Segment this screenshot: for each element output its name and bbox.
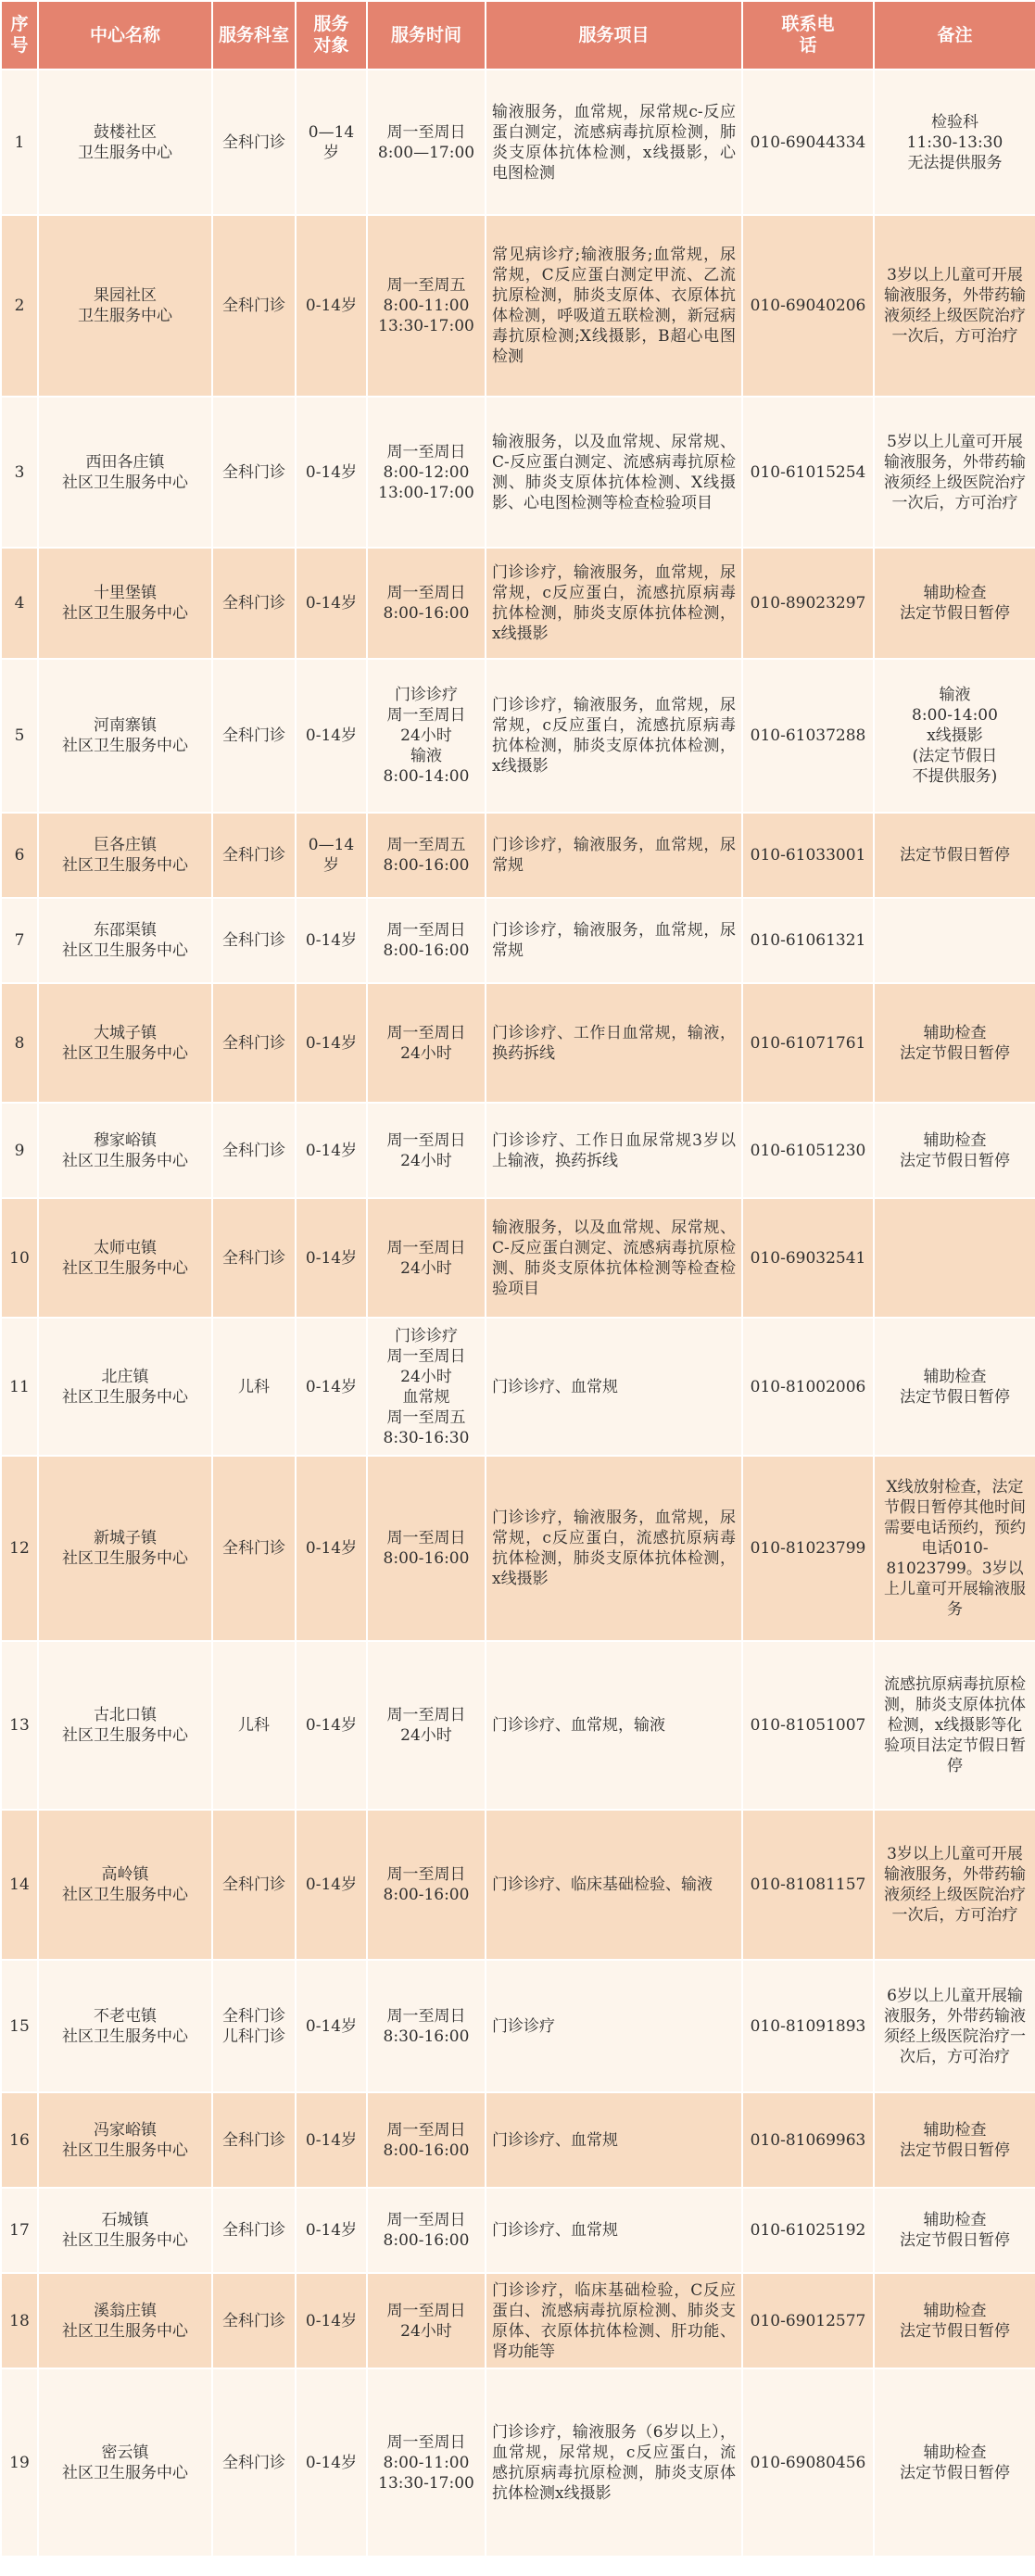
cell-hours: 周一至周日 24小时 bbox=[367, 983, 486, 1103]
table-body bbox=[1, 69, 1035, 2557]
cell-hours: 周一至周日 8:00-11:00 13:30-17:00 bbox=[367, 2368, 486, 2557]
cell-center-name: 东邵渠镇 社区卫生服务中心 bbox=[38, 898, 212, 983]
cell-service-items: 门诊诊疗、血常规 bbox=[486, 2188, 742, 2273]
cell-seq: 1 bbox=[1, 69, 38, 215]
cell-center-name: 新城子镇 社区卫生服务中心 bbox=[38, 1456, 212, 1641]
cell-phone: 010-61025192 bbox=[742, 2188, 874, 2273]
cell-center-name: 果园社区 卫生服务中心 bbox=[38, 215, 212, 397]
cell-center-name: 不老屯镇 社区卫生服务中心 bbox=[38, 1960, 212, 2092]
table-row bbox=[1, 548, 1035, 659]
cell-center-name: 太师屯镇 社区卫生服务中心 bbox=[38, 1198, 212, 1318]
cell-phone: 010-81051007 bbox=[742, 1641, 874, 1810]
cell-hours: 周一至周日 8:00-16:00 bbox=[367, 2092, 486, 2188]
cell-seq: 5 bbox=[1, 659, 38, 813]
cell-seq: 4 bbox=[1, 548, 38, 659]
cell-seq: 10 bbox=[1, 1198, 38, 1318]
cell-service-items: 门诊诊疗，临床基础检验，C反应蛋白、流感病毒抗原检测、肺炎支原体、衣原体抗体检测、肝功能、肾功能等 bbox=[486, 2273, 742, 2368]
cell-hours: 周一至周日 24小时 bbox=[367, 2273, 486, 2368]
cell-service-items: 门诊诊疗，输液服务，血常规，尿常规 bbox=[486, 813, 742, 898]
cell-notes: 3岁以上儿童可开展输液服务，外带药输液须经上级医院治疗一次后，方可治疗 bbox=[874, 215, 1035, 397]
cell-seq: 18 bbox=[1, 2273, 38, 2368]
cell-phone: 010-81081157 bbox=[742, 1810, 874, 1960]
cell-seq: 16 bbox=[1, 2092, 38, 2188]
cell-service-items: 门诊诊疗，输液服务，血常规，尿常规，c反应蛋白，流感抗原病毒抗体检测，肺炎支原体抗体检测，x线摄影 bbox=[486, 548, 742, 659]
cell-notes: X线放射检查，法定节假日暂停其他时间需要电话预约，预约电话010-81023799。3岁以上儿童可开展输液服务 bbox=[874, 1456, 1035, 1641]
cell-center-name: 大城子镇 社区卫生服务中心 bbox=[38, 983, 212, 1103]
cell-phone: 010-89023297 bbox=[742, 548, 874, 659]
cell-target: 0-14岁 bbox=[296, 2092, 367, 2188]
cell-phone: 010-69032541 bbox=[742, 1198, 874, 1318]
cell-notes: 流感抗原病毒抗原检测，肺炎支原体抗体检测，x线摄影等化验项目法定节假日暂停 bbox=[874, 1641, 1035, 1810]
cell-target: 0-14岁 bbox=[296, 1198, 367, 1318]
cell-department: 全科门诊 bbox=[212, 1198, 296, 1318]
cell-phone: 010-69080456 bbox=[742, 2368, 874, 2557]
cell-center-name: 溪翁庄镇 社区卫生服务中心 bbox=[38, 2273, 212, 2368]
cell-department: 全科门诊 儿科门诊 bbox=[212, 1960, 296, 2092]
cell-service-items: 输液服务，以及血常规、尿常规、C-反应蛋白测定、流感病毒抗原检测、肺炎支原体抗体检测等检查检验项目 bbox=[486, 1198, 742, 1318]
cell-target: 0—14岁 bbox=[296, 69, 367, 215]
header-hours: 服务时间 bbox=[367, 1, 486, 69]
cell-hours: 周一至周五 8:00-11:00 13:30-17:00 bbox=[367, 215, 486, 397]
cell-hours: 周一至周五 8:00-16:00 bbox=[367, 813, 486, 898]
header-items: 服务项目 bbox=[486, 1, 742, 69]
cell-seq: 17 bbox=[1, 2188, 38, 2273]
cell-department: 全科门诊 bbox=[212, 898, 296, 983]
table-row bbox=[1, 1103, 1035, 1198]
cell-department: 全科门诊 bbox=[212, 813, 296, 898]
cell-phone: 010-81002006 bbox=[742, 1318, 874, 1456]
cell-target: 0-14岁 bbox=[296, 548, 367, 659]
header-row bbox=[1, 1, 1035, 69]
table-row bbox=[1, 1641, 1035, 1810]
table-row bbox=[1, 1318, 1035, 1456]
cell-department: 全科门诊 bbox=[212, 215, 296, 397]
cell-department: 儿科 bbox=[212, 1641, 296, 1810]
table-row bbox=[1, 2092, 1035, 2188]
cell-phone: 010-81091893 bbox=[742, 1960, 874, 2092]
table-row bbox=[1, 397, 1035, 548]
cell-department: 全科门诊 bbox=[212, 397, 296, 548]
cell-service-items: 门诊诊疗，输液服务，血常规，尿常规，c反应蛋白，流感抗原病毒抗体检测，肺炎支原体抗体检测，x线摄影 bbox=[486, 659, 742, 813]
cell-phone: 010-61037288 bbox=[742, 659, 874, 813]
table-row bbox=[1, 1456, 1035, 1641]
cell-seq: 19 bbox=[1, 2368, 38, 2557]
cell-hours: 周一至周日 8:30-16:00 bbox=[367, 1960, 486, 2092]
cell-target: 0-14岁 bbox=[296, 2368, 367, 2557]
cell-service-items: 门诊诊疗、工作日血尿常规3岁以上输液，换药拆线 bbox=[486, 1103, 742, 1198]
cell-hours: 门诊诊疗 周一至周日 24小时 血常规 周一至周五 8:30-16:30 bbox=[367, 1318, 486, 1456]
cell-service-items: 门诊诊疗，输液服务，血常规，尿常规 bbox=[486, 898, 742, 983]
cell-phone: 010-69040206 bbox=[742, 215, 874, 397]
table-row bbox=[1, 983, 1035, 1103]
cell-hours: 周一至周日 8:00-16:00 bbox=[367, 548, 486, 659]
cell-department: 儿科 bbox=[212, 1318, 296, 1456]
cell-notes bbox=[874, 898, 1035, 983]
cell-hours: 周一至周日 24小时 bbox=[367, 1103, 486, 1198]
cell-notes: 辅助检查 法定节假日暂停 bbox=[874, 548, 1035, 659]
table-row bbox=[1, 2273, 1035, 2368]
table-row bbox=[1, 69, 1035, 215]
cell-phone: 010-61071761 bbox=[742, 983, 874, 1103]
cell-department: 全科门诊 bbox=[212, 1810, 296, 1960]
cell-notes: 辅助检查 法定节假日暂停 bbox=[874, 2188, 1035, 2273]
cell-notes: 辅助检查 法定节假日暂停 bbox=[874, 2273, 1035, 2368]
table-row bbox=[1, 898, 1035, 983]
cell-phone: 010-69012577 bbox=[742, 2273, 874, 2368]
cell-seq: 12 bbox=[1, 1456, 38, 1641]
cell-center-name: 巨各庄镇 社区卫生服务中心 bbox=[38, 813, 212, 898]
cell-target: 0-14岁 bbox=[296, 1960, 367, 2092]
cell-notes: 检验科 11:30-13:30 无法提供服务 bbox=[874, 69, 1035, 215]
cell-center-name: 河南寨镇 社区卫生服务中心 bbox=[38, 659, 212, 813]
cell-seq: 3 bbox=[1, 397, 38, 548]
cell-department: 全科门诊 bbox=[212, 2092, 296, 2188]
table-row bbox=[1, 2368, 1035, 2557]
cell-notes: 辅助检查 法定节假日暂停 bbox=[874, 983, 1035, 1103]
table-row bbox=[1, 813, 1035, 898]
cell-hours: 周一至周日 8:00-16:00 bbox=[367, 2188, 486, 2273]
cell-notes: 输液 8:00-14:00 x线摄影 (法定节假日 不提供服务) bbox=[874, 659, 1035, 813]
cell-hours: 周一至周日 8:00-16:00 bbox=[367, 1810, 486, 1960]
cell-target: 0-14岁 bbox=[296, 983, 367, 1103]
cell-seq: 6 bbox=[1, 813, 38, 898]
cell-phone: 010-61051230 bbox=[742, 1103, 874, 1198]
cell-service-items: 门诊诊疗、血常规 bbox=[486, 2092, 742, 2188]
cell-hours: 周一至周日 8:00—17:00 bbox=[367, 69, 486, 215]
cell-service-items: 输液服务，血常规，尿常规c-反应蛋白测定，流感病毒抗原检测，肺炎支原体抗体检测，x线摄影，心电图检测 bbox=[486, 69, 742, 215]
cell-service-items: 门诊诊疗、血常规 bbox=[486, 1318, 742, 1456]
cell-center-name: 北庄镇 社区卫生服务中心 bbox=[38, 1318, 212, 1456]
cell-hours: 门诊诊疗 周一至周日 24小时 输液 8:00-14:00 bbox=[367, 659, 486, 813]
cell-hours: 周一至周日 8:00-16:00 bbox=[367, 898, 486, 983]
cell-department: 全科门诊 bbox=[212, 1456, 296, 1641]
cell-phone: 010-61033001 bbox=[742, 813, 874, 898]
cell-notes: 辅助检查 法定节假日暂停 bbox=[874, 2368, 1035, 2557]
cell-notes: 辅助检查 法定节假日暂停 bbox=[874, 1318, 1035, 1456]
cell-target: 0-14岁 bbox=[296, 2188, 367, 2273]
cell-notes bbox=[874, 1198, 1035, 1318]
cell-department: 全科门诊 bbox=[212, 69, 296, 215]
cell-service-items: 常见病诊疗;输液服务;血常规，尿常规，C反应蛋白测定甲流、乙流抗原检测，肺炎支原体、衣原体抗体检测，呼吸道五联检测，新冠病毒抗原检测;X线摄影，B超心电图检测 bbox=[486, 215, 742, 397]
cell-center-name: 穆家峪镇 社区卫生服务中心 bbox=[38, 1103, 212, 1198]
table-row bbox=[1, 1960, 1035, 2092]
cell-target: 0-14岁 bbox=[296, 215, 367, 397]
cell-seq: 13 bbox=[1, 1641, 38, 1810]
cell-department: 全科门诊 bbox=[212, 2273, 296, 2368]
cell-seq: 7 bbox=[1, 898, 38, 983]
cell-center-name: 鼓楼社区 卫生服务中心 bbox=[38, 69, 212, 215]
cell-department: 全科门诊 bbox=[212, 659, 296, 813]
table-row bbox=[1, 2188, 1035, 2273]
cell-target: 0-14岁 bbox=[296, 659, 367, 813]
table-row bbox=[1, 215, 1035, 397]
cell-notes: 辅助检查 法定节假日暂停 bbox=[874, 2092, 1035, 2188]
cell-target: 0—14岁 bbox=[296, 813, 367, 898]
table-row bbox=[1, 1810, 1035, 1960]
cell-target: 0-14岁 bbox=[296, 898, 367, 983]
header-seq: 序号 bbox=[1, 1, 38, 69]
cell-service-items: 门诊诊疗 bbox=[486, 1960, 742, 2092]
cell-department: 全科门诊 bbox=[212, 1103, 296, 1198]
cell-target: 0-14岁 bbox=[296, 1456, 367, 1641]
cell-center-name: 西田各庄镇 社区卫生服务中心 bbox=[38, 397, 212, 548]
cell-target: 0-14岁 bbox=[296, 2273, 367, 2368]
cell-seq: 15 bbox=[1, 1960, 38, 2092]
cell-center-name: 石城镇 社区卫生服务中心 bbox=[38, 2188, 212, 2273]
cell-target: 0-14岁 bbox=[296, 1641, 367, 1810]
cell-seq: 11 bbox=[1, 1318, 38, 1456]
cell-service-items: 门诊诊疗，输液服务（6岁以上），血常规，尿常规，c反应蛋白，流感抗原病毒抗原检测，肺炎支原体抗体检测x线摄影 bbox=[486, 2368, 742, 2557]
cell-target: 0-14岁 bbox=[296, 397, 367, 548]
cell-phone: 010-81069963 bbox=[742, 2092, 874, 2188]
cell-center-name: 冯家峪镇 社区卫生服务中心 bbox=[38, 2092, 212, 2188]
cell-seq: 8 bbox=[1, 983, 38, 1103]
cell-target: 0-14岁 bbox=[296, 1810, 367, 1960]
cell-phone: 010-61061321 bbox=[742, 898, 874, 983]
cell-department: 全科门诊 bbox=[212, 983, 296, 1103]
cell-service-items: 门诊诊疗，输液服务，血常规，尿常规，c反应蛋白，流感抗原病毒抗体检测，肺炎支原体抗体检测，x线摄影 bbox=[486, 1456, 742, 1641]
cell-notes: 3岁以上儿童可开展输液服务，外带药输液须经上级医院治疗一次后，方可治疗 bbox=[874, 1810, 1035, 1960]
cell-phone: 010-81023799 bbox=[742, 1456, 874, 1641]
header-phone: 联系电话 bbox=[742, 1, 874, 69]
cell-department: 全科门诊 bbox=[212, 548, 296, 659]
cell-center-name: 古北口镇 社区卫生服务中心 bbox=[38, 1641, 212, 1810]
cell-notes: 6岁以上儿童开展输液服务，外带药输液须经上级医院治疗一次后，方可治疗 bbox=[874, 1960, 1035, 2092]
cell-phone: 010-69044334 bbox=[742, 69, 874, 215]
cell-notes: 法定节假日暂停 bbox=[874, 813, 1035, 898]
header-target: 服务对象 bbox=[296, 1, 367, 69]
table-row bbox=[1, 659, 1035, 813]
cell-service-items: 门诊诊疗、血常规，输液 bbox=[486, 1641, 742, 1810]
cell-hours: 周一至周日 8:00-12:00 13:00-17:00 bbox=[367, 397, 486, 548]
cell-service-items: 输液服务，以及血常规、尿常规、C-反应蛋白测定、流感病毒抗原检测、肺炎支原体抗体检测、X线摄影、心电图检测等检查检验项目 bbox=[486, 397, 742, 548]
cell-center-name: 密云镇 社区卫生服务中心 bbox=[38, 2368, 212, 2557]
cell-hours: 周一至周日 24小时 bbox=[367, 1641, 486, 1810]
header-dept: 服务科室 bbox=[212, 1, 296, 69]
table-row bbox=[1, 1198, 1035, 1318]
cell-service-items: 门诊诊疗、临床基础检验、输液 bbox=[486, 1810, 742, 1960]
cell-department: 全科门诊 bbox=[212, 2188, 296, 2273]
cell-phone: 010-61015254 bbox=[742, 397, 874, 548]
cell-seq: 2 bbox=[1, 215, 38, 397]
cell-notes: 辅助检查 法定节假日暂停 bbox=[874, 1103, 1035, 1198]
cell-hours: 周一至周日 24小时 bbox=[367, 1198, 486, 1318]
cell-department: 全科门诊 bbox=[212, 2368, 296, 2557]
cell-target: 0-14岁 bbox=[296, 1103, 367, 1198]
cell-seq: 9 bbox=[1, 1103, 38, 1198]
header-notes: 备注 bbox=[874, 1, 1035, 69]
cell-center-name: 十里堡镇 社区卫生服务中心 bbox=[38, 548, 212, 659]
cell-center-name: 高岭镇 社区卫生服务中心 bbox=[38, 1810, 212, 1960]
cell-hours: 周一至周日 8:00-16:00 bbox=[367, 1456, 486, 1641]
cell-seq: 14 bbox=[1, 1810, 38, 1960]
cell-notes: 5岁以上儿童可开展输液服务，外带药输液须经上级医院治疗一次后，方可治疗 bbox=[874, 397, 1035, 548]
cell-target: 0-14岁 bbox=[296, 1318, 367, 1456]
header-name: 中心名称 bbox=[38, 1, 212, 69]
cell-service-items: 门诊诊疗、工作日血常规，输液，换药拆线 bbox=[486, 983, 742, 1103]
